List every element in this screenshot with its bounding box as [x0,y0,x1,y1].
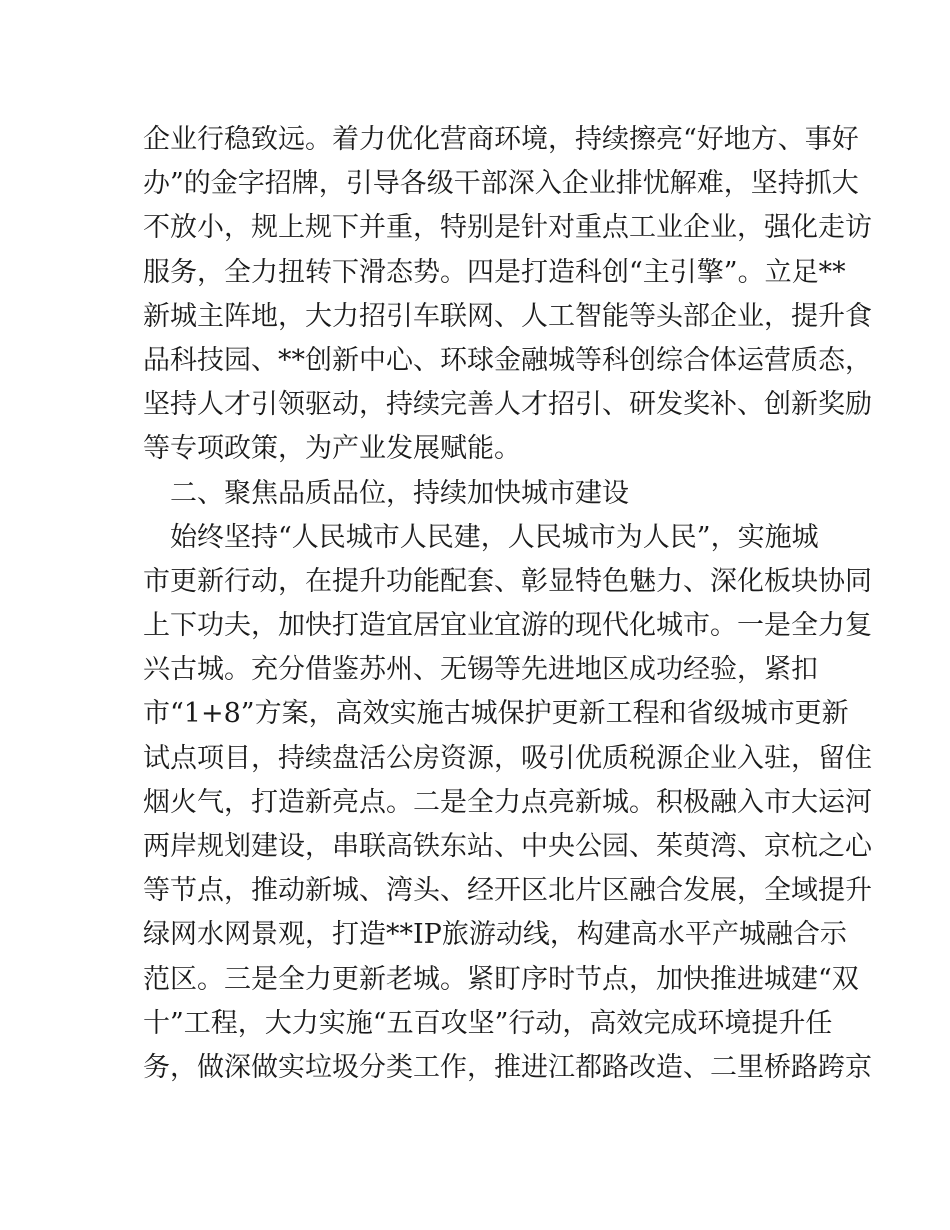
paragraph-line: 等专项政策，为产业发展赋能。 [143,433,521,465]
paragraph-line: 兴古城。充分借鉴苏州、无锡等先进地区成功经验，紧扣 [143,654,818,686]
paragraph-line: 务，做深做实垃圾分类工作，推进江都路改造、二里桥路跨京 [143,1051,872,1083]
document-body [143,118,872,1090]
paragraph-line: 烟火气，打造新亮点。二是全力点亮新城。积极融入市大运河 [143,786,872,818]
paragraph-line: 两岸规划建设，串联高铁东站、中央公园、茱萸湾、京杭之心 [143,831,872,862]
paragraph-line: 品科技园、**创新中心、环球金融城等科创综合体运营质态， [143,344,872,376]
paragraph-line: 始终坚持“人民城市人民建，人民城市为人民”，实施城 [170,521,819,553]
paragraph-line: 服务，全力扭转下滑态势。四是打造科创“主引擎”。立足** [143,256,846,288]
paragraph-line: 十”工程，大力实施“五百攻坚”行动，高效完成环境提升任 [143,1007,833,1039]
paragraph-line: 办”的金字招牌，引导各级干部深入企业排忧解难，坚持抓大 [143,168,859,200]
paragraph-line: 上下功夫，加快打造宜居宜业宜游的现代化城市。一是全力复 [143,610,872,642]
paragraph-line: 企业行稳致远。着力优化营商环境，持续擦亮“好地方、事好 [143,124,859,155]
paragraph-line: 市“1+8”方案，高效实施古城保护更新工程和省级城市更新 [143,698,849,730]
paragraph-line: 新城主阵地，大力招引车联网、人工智能等头部企业，提升食 [143,300,872,332]
paragraph-line: 等节点，推动新城、湾头、经开区北片区融合发展，全域提升 [143,875,872,907]
paragraph-line: 绿网水网景观，打造**IP旅游动线，构建高水平产城融合示 [143,919,847,951]
paragraph-line: 试点项目，持续盘活公房资源，吸引优质税源企业入驻，留住 [143,742,872,774]
paragraph-line: 坚持人才引领驱动，持续完善人才招引、研发奖补、创新奖励 [143,389,872,421]
paragraph-line: 不放小，规上规下并重，特别是针对重点工业企业，强化走访 [143,212,872,244]
paragraph-line: 市更新行动，在提升功能配套、彰显特色魅力、深化板块协同 [143,565,872,597]
paragraph-line: 范区。三是全力更新老城。紧盯序时节点，加快推进城建“双 [143,963,859,995]
section-heading: 二、聚焦品质品位，持续加快城市建设 [170,477,629,509]
